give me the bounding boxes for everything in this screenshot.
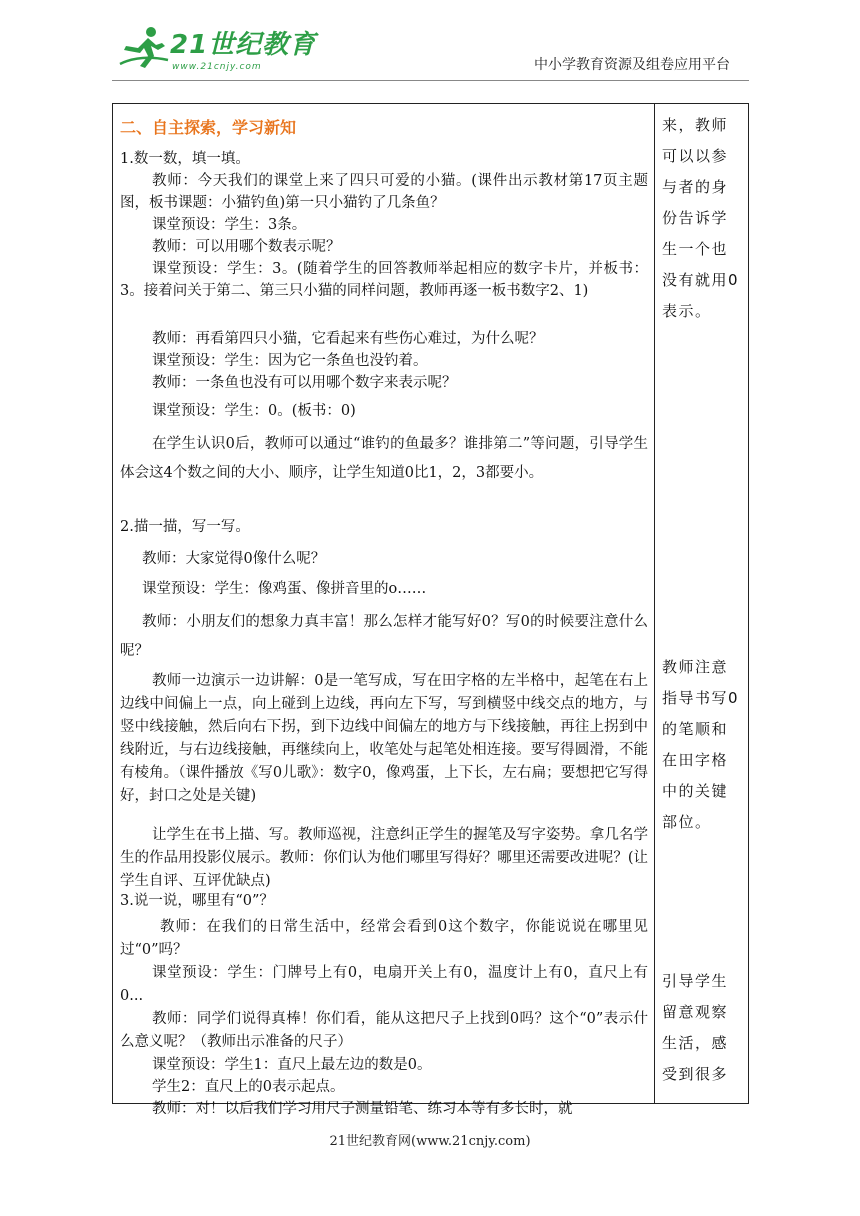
- paragraph: 课堂预设：学生：3。(随着学生的回答教师举起相应的数字卡片，并板书：3。接着问关于第二、第三只小猫的同样问题，教师再逐一板书数字2、1): [120, 261, 648, 299]
- paragraph: 教师：可以用哪个数表示呢？: [152, 239, 341, 255]
- page-header: [0, 0, 860, 90]
- paragraph: 在学生认识0后，教师可以通过“谁钓的鱼最多？谁排第二”等问题，引导学生体会这4个数之间的大小、顺序，让学生知道0比1，2，3都要小。: [120, 436, 648, 481]
- side-note-3: 引导学生留意观察生活，感受到很多: [662, 972, 729, 1083]
- paragraph: 学生2：直尺上的0表示起点。: [152, 1079, 345, 1095]
- paragraph: 课堂预设：学生：3条。: [152, 217, 307, 233]
- column-divider: [654, 104, 655, 1103]
- runner-logo-icon: [118, 24, 170, 70]
- paragraph: 教师：同学们说得真棒！你们看，能从这把尺子上找到0吗？这个“0”表示什么意义呢？（教师出示准备的尺子）: [120, 1011, 648, 1050]
- logo: [118, 24, 317, 76]
- page-footer: 21世纪教育网(www.21cnjy.com): [329, 1134, 531, 1149]
- paragraph: 教师：小朋友们的想象力真丰富！那么怎样才能写好0？写0的时候要注意什么呢？: [120, 614, 648, 659]
- paragraph: 课堂预设：学生：0。(板书：0): [152, 403, 356, 419]
- lesson-table: [112, 103, 749, 1117]
- paragraph: 教师：再看第四只小猫，它看起来有些伤心难过，为什么呢？: [152, 331, 544, 347]
- logo-text: 21世纪教育: [170, 30, 317, 60]
- item-1-heading: 1.数一数，填一填。: [120, 151, 250, 167]
- paragraph: 教师：对！以后我们学习用尺子测量铅笔、练习本等有多长时，就: [152, 1101, 573, 1117]
- item-3-heading: 3.说一说，哪里有“0”？: [120, 893, 274, 909]
- paragraph: 教师：今天我们的课堂上来了四只可爱的小猫。(课件出示教材第17页主题图，板书课题：小猫钓鱼)第一只小猫钓了几条鱼？: [120, 173, 648, 211]
- paragraph: 课堂预设：学生：因为它一条鱼也没钓着。: [152, 353, 428, 369]
- side-note-2: 教师注意指导书写0的笔顺和在田字格中的关键部位。: [662, 658, 740, 831]
- paragraph: 课堂预设：学生：像鸡蛋、像拼音里的o……: [142, 581, 427, 597]
- paragraph: 教师：大家觉得0像什么呢？: [142, 551, 326, 567]
- paragraph: 教师：在我们的日常生活中，经常会看到0这个数字，你能说说在哪里见过“0”吗？: [120, 919, 648, 958]
- paragraph: 教师一边演示一边讲解：0是一笔写成，写在田字格的左半格中，起笔在右上边线中间偏上一点，向上碰到上边线，再向左下写，写到横竖中线交点的地方，与竖中线接触，然后向右下拐，到下边线中间偏左的地方与下线接触，再往上拐到中线附近，与右边线接触，再继续向上，收笔处与起笔处相连接。要写得圆滑，不能有棱角。（课件播放《写0儿歌》：数字0，像鸡蛋，上下长，左右扁；要想把它写得好，封口之处是关键): [120, 673, 648, 804]
- paragraph: 课堂预设：学生1：直尺上最左边的数是0。: [152, 1057, 432, 1073]
- paragraph: 让学生在书上描、写。教师巡视，注意纠正学生的握笔及写字姿势。拿几名学生的作品用投影仪展示。教师：你们认为他们哪里写得好？哪里还需要改进呢？(让学生自评、互评优缺点): [120, 827, 648, 889]
- section-title: 二、自主探索，学习新知: [120, 118, 297, 137]
- paragraph: 教师：一条鱼也没有可以用哪个数字来表示呢？: [152, 375, 457, 391]
- item-2-heading: 2.描一描，写一写。: [120, 519, 250, 535]
- paragraph: 课堂预设：学生：门牌号上有0，电扇开关上有0，温度计上有0，直尺上有0...: [120, 965, 648, 1004]
- platform-title: 中小学教育资源及组卷应用平台: [534, 57, 730, 73]
- header-divider: [112, 80, 749, 81]
- logo-url: www.21cnjy.com: [172, 62, 262, 72]
- side-note-1: 来，教师可以以参与者的身份告诉学生一个也没有就用0表示。: [662, 116, 740, 320]
